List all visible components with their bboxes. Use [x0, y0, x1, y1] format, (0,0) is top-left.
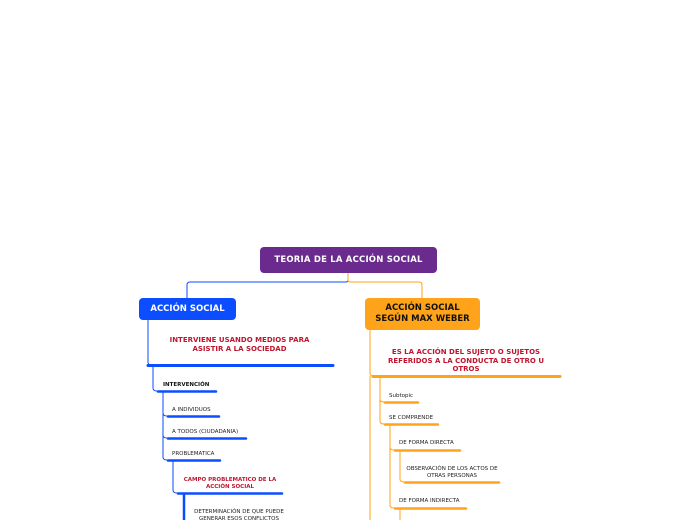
subtopic-generic[interactable]: Subtopic: [389, 393, 414, 399]
root-topic-label: TEORIA DE LA ACCIÓN SOCIAL: [274, 255, 423, 265]
main-topic-label: ACCIÓN SOCIAL SEGÚN MAX WEBER: [375, 303, 470, 324]
subtopic-observacion[interactable]: OBSERVACIÓN DE LOS ACTOS DE OTRAS PERSONAS: [406, 466, 498, 479]
root-topic[interactable]: [260, 247, 437, 273]
subtopic-intervencion[interactable]: INTERVENCIÓN: [163, 382, 210, 388]
main-topic-accion-social[interactable]: [139, 298, 236, 320]
subtopic-de-forma-indirecta[interactable]: DE FORMA INDIRECTA: [399, 498, 460, 504]
subtopic-problematica[interactable]: PROBLEMATICA: [172, 451, 215, 457]
subtopic-interviene[interactable]: INTERVIENE USANDO MEDIOS PARA ASISTIR A LA SOCIEDAD: [169, 336, 310, 353]
subtopic-de-forma-directa[interactable]: DE FORMA DIRECTA: [399, 440, 454, 446]
subtopic-campo-problematico[interactable]: CAMPO PROBLEMATICO DE LA ACCIÓN SOCIAL: [183, 477, 277, 490]
subtopic-a-todos[interactable]: A TODOS (CIUDADANIA): [172, 429, 239, 435]
subtopic-es-la-accion[interactable]: ES LA ACCIÓN DEL SUJETO O SUJETOS REFERIDOS A LA CONDUCTA DE OTRO U OTROS: [387, 348, 545, 373]
subtopic-determinacion[interactable]: DETERMINACIÓN DE QUE PUEDE GENERAR ESOS CONFLICTOS: [194, 509, 284, 522]
main-topic-max-weber[interactable]: [365, 298, 480, 330]
subtopic-a-individuos[interactable]: A INDIVIDUOS: [172, 407, 211, 413]
subtopic-se-comprende[interactable]: SE COMPRENDE: [389, 415, 434, 421]
main-topic-label: ACCIÓN SOCIAL: [150, 304, 225, 314]
